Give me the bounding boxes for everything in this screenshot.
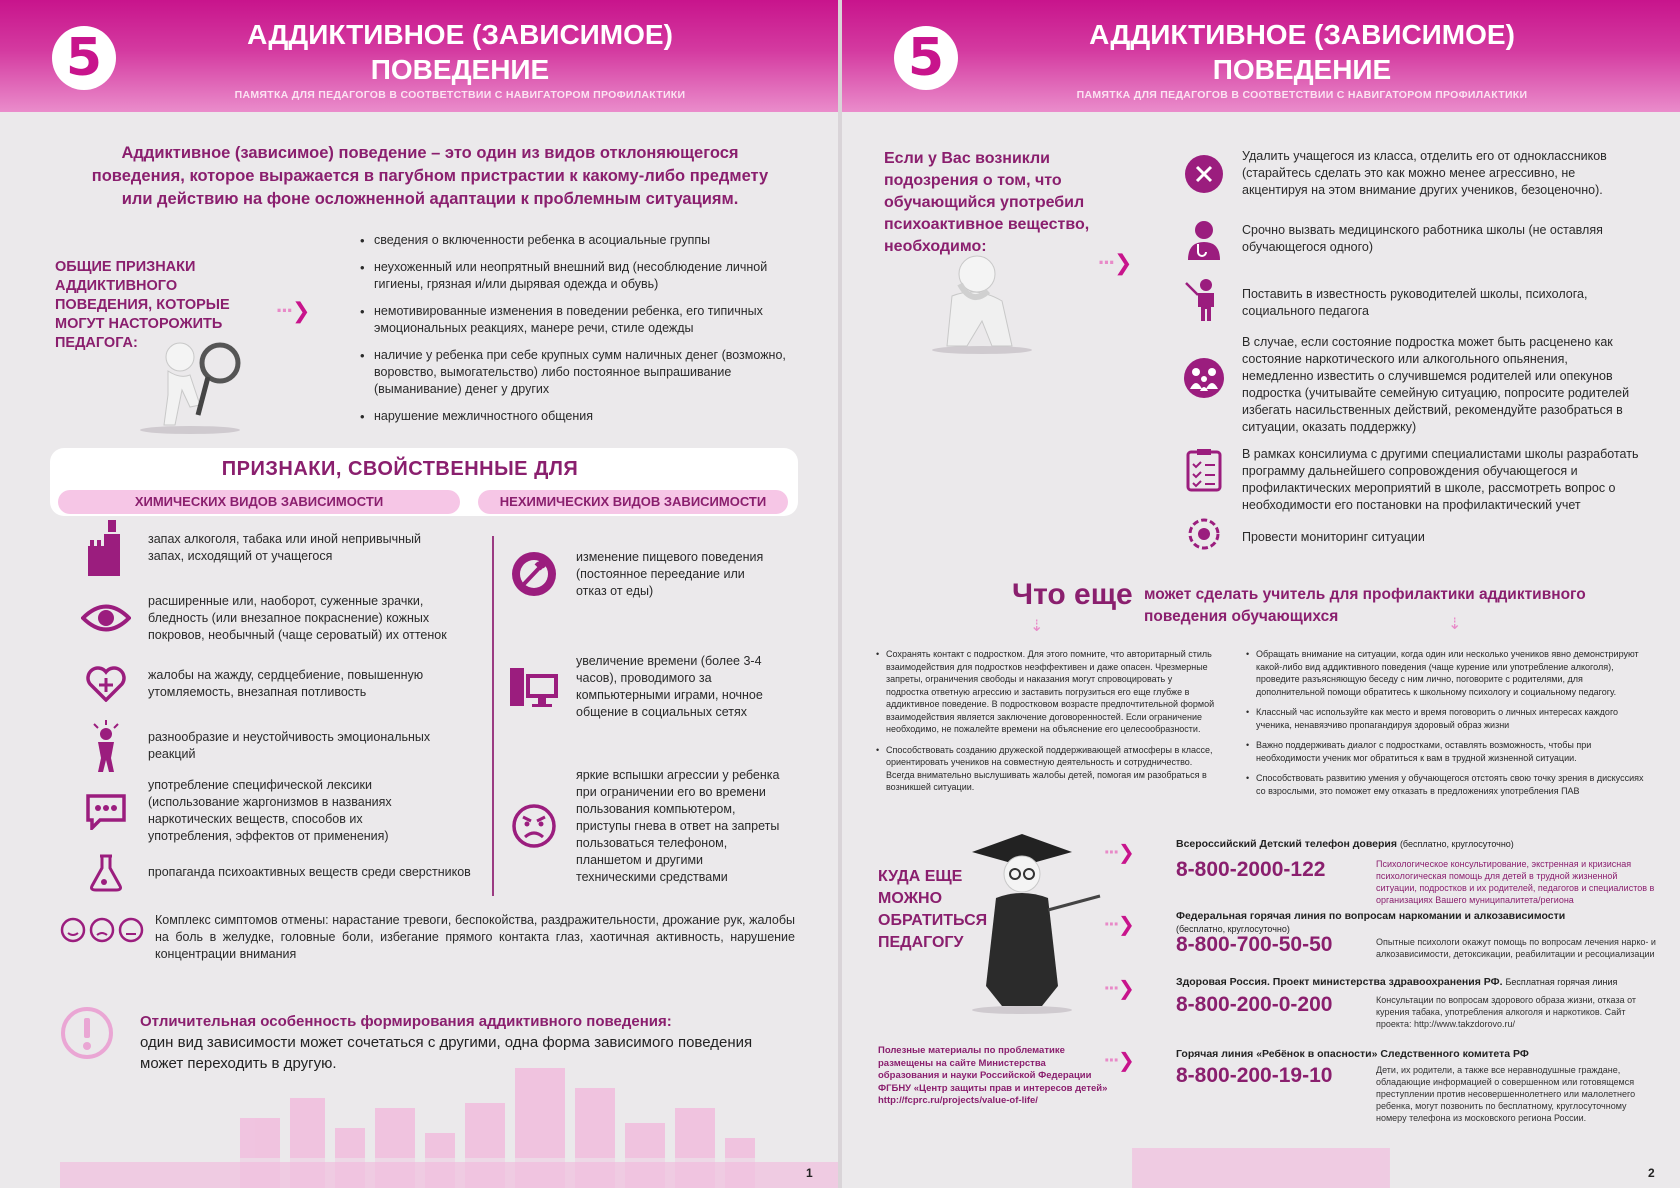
arrow-right-icon: ···❯ xyxy=(1104,914,1133,936)
what-else-heading: Что еще xyxy=(1012,578,1133,611)
chem-sign-text: разнообразие и неустойчивость эмоциональных реакций xyxy=(148,730,431,761)
nonchem-sign-text: увеличение времени (более 3-4 часов), проводимого за компьютерными играми, ночное общение в социальных сетях xyxy=(576,654,763,719)
arrow-right-icon: ···❯ xyxy=(1104,842,1133,864)
list-item: • Сохранять контакт с подростком. Для этого помните, что авторитарный стиль взаимодействия для подростков неэффективен и даже опасен. Чрезмерные запреты, ограничения свободы и наказания могут спровоцировать у подростка ответную агрессию и заставить погрузиться его еще глубже в аддиктивное поведение. В подростковом возрасте предпочтительной формой взаимодействия является заключение договоренностей. Если ограничение необходимо, не пожалейте времени на объяснение его целесообразности. xyxy=(876,648,1216,736)
exclamation-icon xyxy=(60,1006,114,1060)
channel-5-logo: 5 xyxy=(52,26,116,90)
hotline-phone-link[interactable]: 8-800-200-19-10 xyxy=(1176,1064,1333,1087)
list-item: • немотивированные изменения в поведении ребенка, его типичных эмоциональных реакциях, манере речи, стиле одежды xyxy=(360,303,790,337)
action-text: Провести мониторинг ситуации xyxy=(1242,530,1425,544)
title-line-2: ПОВЕДЕНИЕ xyxy=(1212,54,1392,85)
hotline-note: (бесплатно, круглосуточно) xyxy=(1176,924,1290,934)
action-text: В случае, если состояние подростка может быть расценено как состояние наркотического или алкогольного опьянения, немедленно известить о случившемся родителей или опекунов подростка (учитывайте семейную ситуацию, попросите родителей избегать насильственных действий, рекомендуйте разобраться в ситуации, оказать поддержку) xyxy=(1242,335,1630,434)
arrow-right-icon: ···❯ xyxy=(276,298,309,323)
subtitle: ПАМЯТКА ДЛЯ ПЕДАГОГОВ В СООТВЕТСТВИИ С НАВИГАТОРОМ ПРОФИЛАКТИКИ xyxy=(234,89,686,101)
speech-bubble-icon xyxy=(78,789,134,833)
hotline-phone-link[interactable]: 8-800-200-0-200 xyxy=(1176,993,1333,1016)
list-item xyxy=(78,664,478,704)
list-item xyxy=(78,852,498,892)
teacher-tips-left xyxy=(876,648,1216,802)
angry-face-icon xyxy=(506,804,562,848)
hotline-description: Консультации по вопросам здорового образа жизни, отказа от курения табака, употребления алкоголя и наркотиков. Сайт проекта: http://www.takzdorovo.ru/ xyxy=(1376,995,1637,1029)
doctor-icon xyxy=(1182,218,1226,262)
list-item xyxy=(78,590,478,646)
arrow-right-icon: ···❯ xyxy=(1098,250,1131,275)
nonchem-sign-text: яркие вспышки агрессии у ребенка при ограничении его во времени пользования компьютером, приступы гнева в ответ на запреты пользоваться телефоном, планшетом и другими техническими средствами xyxy=(576,767,780,884)
hotline-name: Всероссийский Детский телефон доверия xyxy=(1176,838,1398,850)
action-text: Удалить учащегося из класса, отделить его от одноклассников (старайтесь сделать это как можно менее агрессивно, не акцентируя на этом внимание других учеников, безоценочно). xyxy=(1242,149,1607,197)
list-item: • нарушение межличностного общения xyxy=(360,408,790,425)
monitoring-icon xyxy=(1182,512,1226,556)
page-number: 1 xyxy=(806,1166,813,1180)
general-signs-heading: ОБЩИЕ ПРИЗНАКИ АДДИКТИВНОГО ПОВЕДЕНИЯ, КОТОРЫЕ МОГУТ НАСТОРОЖИТЬ ПЕДАГОГА: xyxy=(55,259,230,351)
action-text: Поставить в известность руководителей школы, психолога, социального педагога xyxy=(1242,287,1588,318)
computer-icon xyxy=(506,665,562,709)
list-item: • Классный час используйте как место и время поговорить о личных интересах каждого ученика, ненавязчиво пропагандируя здоровый образ жизни xyxy=(1246,706,1646,731)
page-1 xyxy=(0,0,838,1188)
chem-sign-text: пропаганда психоактивных веществ среди сверстников xyxy=(148,864,471,879)
hotline-title xyxy=(1176,976,1646,989)
hotline-name: Федеральная горячая линия по вопросам наркомании и алкозависимости xyxy=(1176,910,1566,922)
sad-figure-icon xyxy=(922,246,1042,356)
channel-5-logo: 5 xyxy=(894,26,958,90)
nonchemical-header: НЕХИМИЧЕСКИХ ВИДОВ ЗАВИСИМОСТИ xyxy=(478,490,788,514)
where-to-turn-heading: КУДА ЕЩЕ МОЖНО ОБРАТИТЬСЯ ПЕДАГОГУ xyxy=(878,868,988,951)
list-item xyxy=(506,644,806,730)
arrow-right-icon: ···❯ xyxy=(1104,1050,1133,1072)
list-item: • Важно поддерживать диалог с подростками, оставлять возможность, чтобы при необходимости ученик мог обратиться к вам в трудной жизненной ситуации. xyxy=(1246,739,1646,764)
arrow-down-icon: ⇣ xyxy=(1448,616,1462,633)
definition-text: Аддиктивное (зависимое) поведение – это один из видов отклоняющегося поведения, которое выражается в пагубном пристрастии к какому-либо предмету или действию на фоне осложненной адаптации к проблемным ситуациям. xyxy=(91,144,769,208)
feature-title: Отличительная особенность формирования аддиктивного поведения: xyxy=(140,1013,672,1030)
flask-icon xyxy=(78,850,134,894)
hotline-description: Дети, их родители, а также все неравнодушные граждане, обладающие информацией о совершенном или готовящемся преступлении против несовершеннолетнего или малолетнего ребенка, могут позвонить по бесплатному, круглосуточному номеру телефона из московского региона России. xyxy=(1376,1065,1636,1123)
general-signs-list xyxy=(360,232,790,435)
emoji-faces-icon xyxy=(60,916,146,944)
hotline-description: Опытные психологи окажут помощь по вопросам лечения нарко- и алкозависимости, детоксикации, реабилитации и ресоциализации xyxy=(1376,937,1656,959)
action-text: Срочно вызвать медицинского работника школы (не оставляя обучающегося одного) xyxy=(1242,223,1603,254)
eye-icon xyxy=(78,596,134,640)
plate-fork-icon xyxy=(506,552,562,596)
remove-x-icon xyxy=(1182,152,1226,196)
hotline-name: Горячая линия «Ребёнок в опасности» Следственного комитета РФ xyxy=(1176,1048,1529,1060)
title-line-2: ПОВЕДЕНИЕ xyxy=(370,54,550,85)
teacher-icon xyxy=(1182,278,1226,322)
list-item xyxy=(506,538,806,610)
title-line-1: АДДИКТИВНОЕ (ЗАВИСИМОЕ) xyxy=(1089,19,1515,50)
hotline-title xyxy=(1176,838,1646,851)
withdrawal-text: Комплекс симптомов отмены: нарастание тревоги, беспокойства, раздражительности, дрожание рук, жалобы на боль в желудке, головные боли, избегание прямого контакта глаз, хаотичная активность, нарушение концентрации внимания xyxy=(155,913,795,961)
nonchem-sign-text: изменение пищевого поведения (постоянное переедание или отказ от еды) xyxy=(576,549,764,598)
chem-sign-text: употребление специфической лексики (использование жаргонизмов в названиях наркотических веществ, способов их употребления, эффектов от применения) xyxy=(148,778,392,843)
hotline-description: Психологическое консультирование, экстренная и кризисная психологическая помощь для детей в трудной жизненной ситуации, подростков и их родителей, педагогов и специалистов в организациях Вашего муниципалитета/региона xyxy=(1376,859,1655,905)
action-text: В рамках консилиума с другими специалистами школы разработать программу дальнейшего сопровождения обучающегося и профилактических мероприятий в школе, рассмотреть вопрос о необходимости его постановки на профилактический учет xyxy=(1242,447,1639,512)
city-skyline-decoration xyxy=(0,1058,838,1188)
list-item xyxy=(506,764,806,888)
checklist-icon xyxy=(1182,448,1226,492)
arrow-right-icon: ···❯ xyxy=(1104,978,1133,1000)
list-item: • Способствовать развитию умения у обучающегося отстоять свою точку зрения в дискуссиях со взрослыми, это поможет ему отказать в предложениях употребления ПАВ xyxy=(1246,772,1646,797)
list-item: • сведения о включенности ребенка в асоциальные группы xyxy=(360,232,790,249)
chem-sign-text: запах алкоголя, табака или иной непривычный запах, исходящий от учащегося xyxy=(148,532,422,563)
chem-sign-text: жалобы на жажду, сердцебиение, повышенную утомляемость, внезапная потливость xyxy=(148,668,424,699)
suspicion-question: Если у Вас возникли подозрения о том, что обучающийся употребил психоактивное вещество, необходимо: xyxy=(884,150,1090,255)
what-else-subheading: может сделать учитель для профилактики аддиктивного поведения обучающихся xyxy=(1144,586,1586,625)
list-item xyxy=(78,780,478,842)
list-item xyxy=(78,718,478,774)
teacher-tips-right xyxy=(1246,648,1646,805)
header xyxy=(842,0,1680,112)
hotline-note: Бесплатная горячая линия xyxy=(1505,977,1618,987)
list-item xyxy=(78,518,478,578)
hotline-name: Здоровая Россия. Проект министерства здравоохранения РФ. xyxy=(1176,976,1503,988)
subtitle: ПАМЯТКА ДЛЯ ПЕДАГОГОВ В СООТВЕТСТВИИ С НАВИГАТОРОМ ПРОФИЛАКТИКИ xyxy=(1076,89,1528,101)
hotline-phone-link[interactable]: 8-800-2000-122 xyxy=(1176,858,1326,881)
person-emotions-icon xyxy=(78,724,134,768)
list-item: • неухоженный или неопрятный внешний вид (несоблюдение личной гигиены, грязная и/или дырявая одежда и обувь) xyxy=(360,259,790,293)
family-icon xyxy=(1182,356,1226,400)
useful-materials-note: Полезные материалы по проблематике размещены на сайте Министерства образования и науки Российской Федерации ФГБНУ «Центр защиты прав и интересов детей» http://fcprc.ru/projects/value-of-life/ xyxy=(878,1045,1108,1106)
arrow-down-icon: ⇣ xyxy=(1030,618,1044,635)
detective-figure-icon xyxy=(120,335,260,435)
page-number: 2 xyxy=(1648,1166,1655,1180)
chemical-header: ХИМИЧЕСКИХ ВИДОВ ЗАВИСИМОСТИ xyxy=(58,490,460,514)
chem-sign-text: расширенные или, наоборот, суженные зрачки, бледность (или внезапное покраснение) кожных покровов, необычный (чаще сероватый) их оттенок xyxy=(148,593,447,642)
heart-plus-icon xyxy=(78,662,134,706)
bottle-cigarettes-icon xyxy=(78,526,134,570)
title-line-1: АДДИКТИВНОЕ (ЗАВИСИМОЕ) xyxy=(247,19,673,50)
page-2 xyxy=(842,0,1680,1188)
feature-text: один вид зависимости может сочетаться с другими, одна форма зависимого поведения может переходить в другую. xyxy=(140,1034,753,1072)
header xyxy=(0,0,838,112)
hotline-phone-link[interactable]: 8-800-700-50-50 xyxy=(1176,933,1333,956)
hotline-title xyxy=(1176,1048,1646,1061)
city-skyline-decoration xyxy=(842,1148,1680,1188)
list-item: • Обращать внимание на ситуации, когда один или несколько учеников явно демонстрируют какой-либо вид аддиктивного поведения (чаще курение или употребление алкоголя), проведите разъясняющую беседу с ним лично, поговорите с родителями, для дополнительной помощи обратитесь к школьному психологу и социальному педагогу. xyxy=(1246,648,1646,698)
props-title: ПРИЗНАКИ, СВОЙСТВЕННЫЕ ДЛЯ xyxy=(221,458,579,480)
hotline-note: (бесплатно, круглосуточно) xyxy=(1399,839,1514,849)
list-item: • наличие у ребенка при себе крупных сумм наличных денег (возможно, воровство, вымогательство) либо постоянное выпрашивание (выманивание) денег у других xyxy=(360,347,790,398)
list-item: • Способствовать созданию дружеской поддерживающей атмосферы в классе, ориентировать учеников на совместную деятельность и сотрудничество. Всегда внимательно выслушивать жалобы детей, помогая им разобраться в возникшей ситуации. xyxy=(876,744,1216,794)
column-divider xyxy=(492,536,494,896)
